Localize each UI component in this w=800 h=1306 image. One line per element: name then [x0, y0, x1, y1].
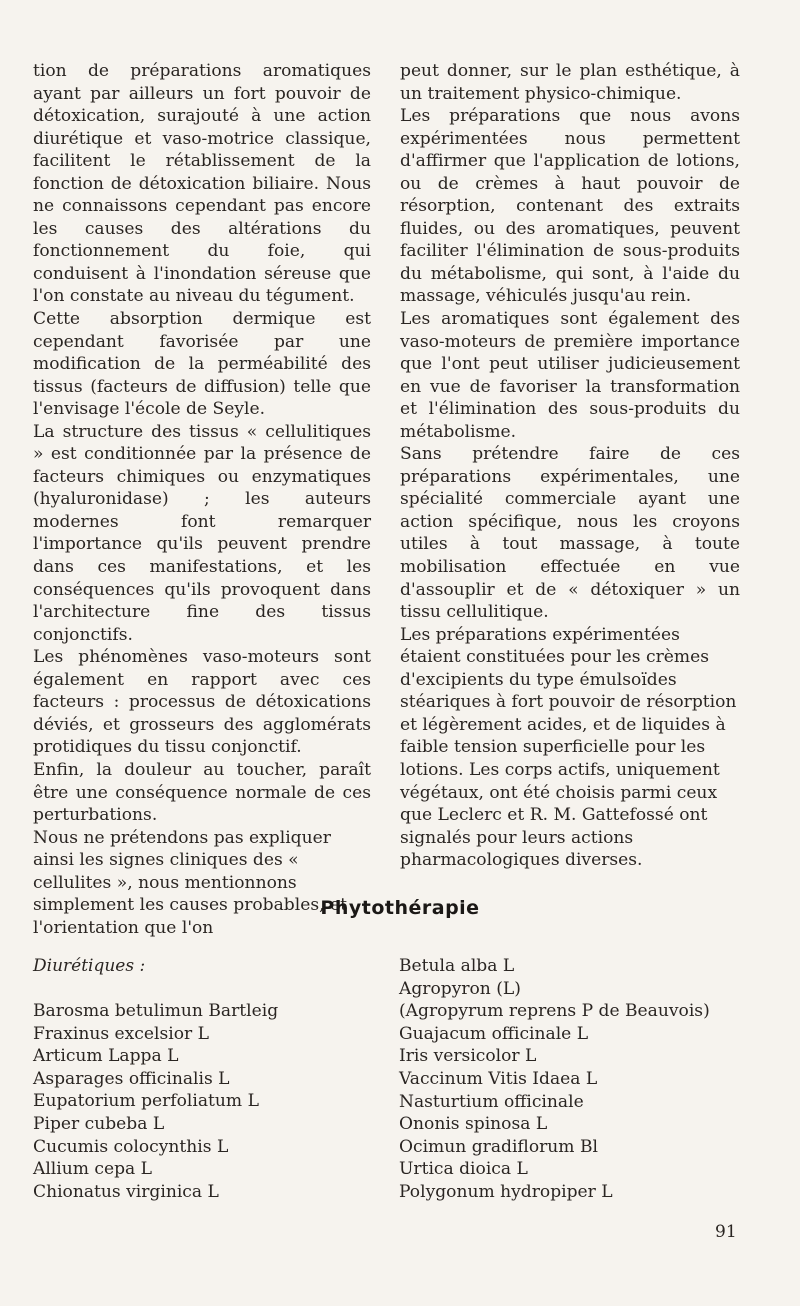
list-item: Allium cepa L [33, 1159, 153, 1180]
list-item: Chionatus virginica L [33, 1181, 219, 1202]
list-item: Agropyron (L) [399, 978, 521, 999]
list-item: Guajacum officinale L [399, 1023, 589, 1044]
paragraph: peut donner, sur le plan esthétique, à un traitement physico-chimique. [400, 61, 740, 104]
list-item: Eupatorium perfoliatum L [33, 1091, 259, 1112]
list-item: Ocimun gradiflorum Bl [399, 1136, 598, 1157]
left-text-column [33, 60, 371, 939]
list-item: Fraxinus excelsior L [33, 1023, 209, 1044]
right-text-column [400, 60, 740, 872]
list-item: Vaccinum Vitis Idaea L [399, 1068, 598, 1089]
list-item: Asparages officinalis L [33, 1068, 230, 1089]
list-item: Urtica dioica L [399, 1159, 528, 1180]
paragraph: Les phénomènes vaso-moteurs sont également en rapport avec ces facteurs : processus de détoxications déviés, et grosseurs des agglomérats protidiques du tissu conjonctif. [33, 647, 371, 758]
section-heading: Phytothérapie [320, 897, 480, 919]
list-item: Iris versicolor L [399, 1046, 537, 1067]
plant-list-left [33, 1000, 278, 1203]
list-item: Cucumis colocynthis L [33, 1136, 229, 1157]
list-item: Polygonum hydropiper L [399, 1181, 613, 1202]
paragraph: Les aromatiques sont également des vaso-moteurs de première importance que l'ont peut utiliser judicieusement en vue de favoriser la transformation et l'élimination des sous-produits du métabolisme. [400, 309, 740, 442]
paragraph: tion de préparations aromatiques ayant par ailleurs un fort pouvoir de détoxication, surajouté à une action diurétique et vaso-motrice classique, facilitent le rétablissement de la fonction de détoxication biliaire. Nous ne connaissons cependant pas encore les causes des altérations du fonctionnement du foie, qui conduisent à l'inondation séreuse que l'on constate au niveau du tégument. [33, 61, 371, 307]
list-item: Piper cubeba L [33, 1113, 165, 1134]
list-item: (Agropyrum reprens P de Beauvois) [399, 1001, 710, 1022]
list-item: Barosma betulimun Bartleig [33, 1001, 279, 1021]
paragraph: Les préparations que nous avons expérimentées nous permettent d'affirmer que l'application de lotions, ou de crèmes à haut pouvoir de résorption, contenant des extraits fluides, ou des aromatiques, peuvent faciliter l'élimination de sous-produits du métabolisme, qui sont, à l'aide du massage, véhiculés jusqu'au rein. [400, 106, 740, 307]
paragraph: Sans prétendre faire de ces préparations expérimentales, une spécialité commerciale ayant une action spécifique, nous les croyons utiles à tout massage, à toute mobilisation effectuée en vue d'assouplir et de « détoxiquer » un tissu cellulitique. [400, 444, 740, 623]
list-subheading: Diurétiques : [33, 956, 146, 976]
paragraph: Les préparations expérimentées étaient constituées pour les crèmes d'excipients du type émulsoïdes stéariques à fort pouvoir de résorption et légèrement acides, et de liquides à faible tension superficielle pour les lotions. Les corps actifs, uniquement végétaux, ont été choisis parmi ceux que Leclerc et R. M. Gattefossé ont signalés pour leurs actions pharmacologiques diverses. [400, 624, 737, 871]
list-item: Betula alba L [399, 956, 515, 976]
list-item: Articum Lappa L [33, 1046, 179, 1067]
page-number: 91 [715, 1222, 737, 1242]
paragraph: Enfin, la douleur au toucher, paraît être une conséquence normale de ces perturbations. [33, 759, 371, 826]
paragraph: Nous ne prétendons pas expliquer ainsi les signes cliniques des « cellulites », nous mentionnons simplement les causes probables, et l'orientation que l'on [33, 827, 347, 938]
plant-list-right [399, 955, 710, 1204]
paragraph: La structure des tissus « cellulitiques » est conditionnée par la présence de facteurs chimiques ou enzymatiques (hyaluronidase) ; les auteurs modernes font remarquer l'importance qu'ils peuvent prendre dans ces manifestations, et les conséquences qu'ils provoquent dans l'architecture fine des tissus conjonctifs. [33, 421, 371, 645]
list-item: Nasturtium officinale [399, 1091, 584, 1112]
paragraph: Cette absorption dermique est cependant favorisée par une modification de la perméabilité des tissus (facteurs de diffusion) telle que l'envisage l'école de Seyle. [33, 309, 371, 420]
list-item: Ononis spinosa L [399, 1114, 548, 1135]
